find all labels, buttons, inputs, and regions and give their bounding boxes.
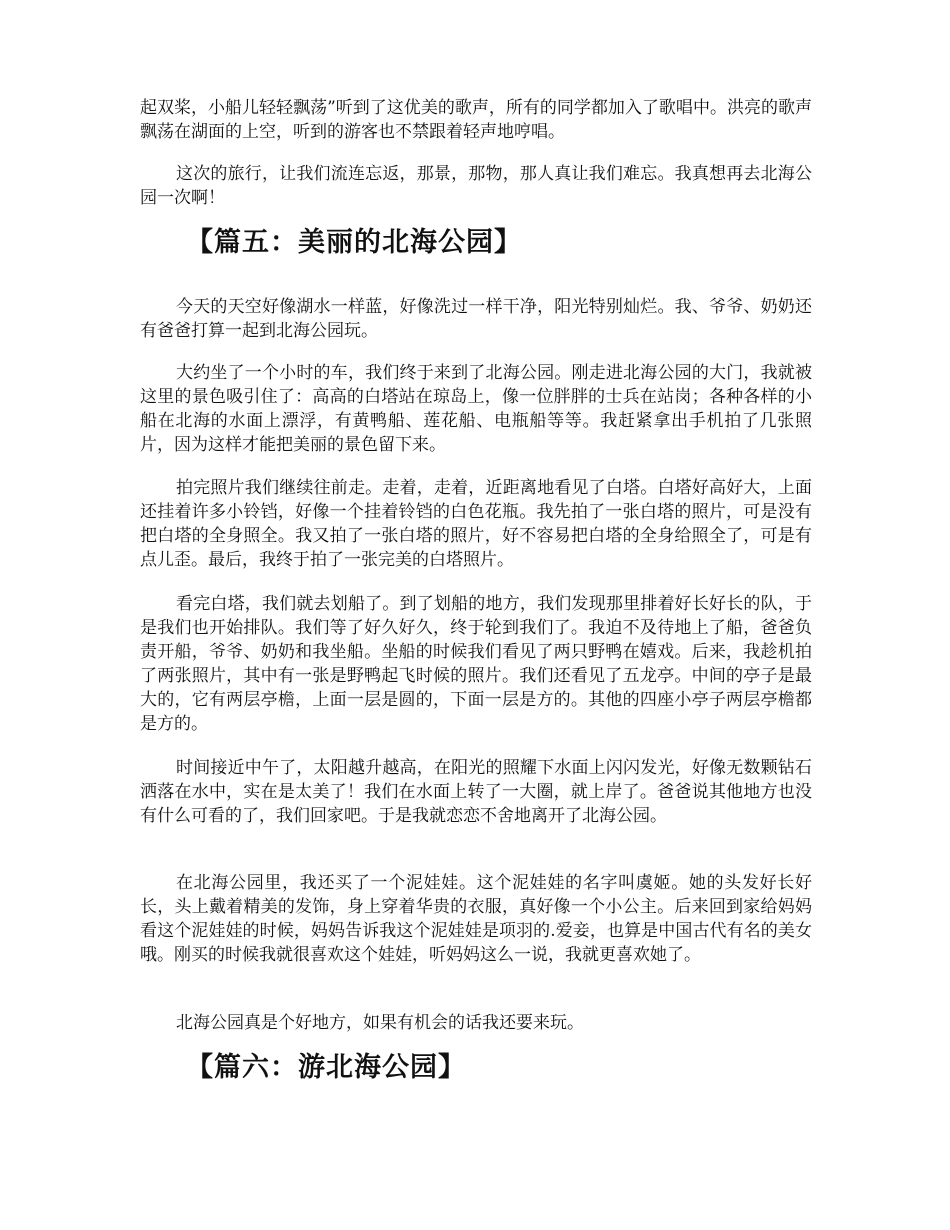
section5-paragraph-5: 时间接近中午了，太阳越升越高，在阳光的照耀下水面上闪闪发光，好像无数颗钻石洒落在水中，实在是太美了！我们在水面上转了一大圈，就上岸了。爸爸说其他地方也没有什么可看的了，我们回家吧。于是我就恋恋不舍地离开了北海公园。 (140, 758, 812, 826)
paragraph-ending: 这次的旅行，让我们流连忘返，那景，那物，那人真让我们难忘。我真想再去北海公园一次啊！ (140, 164, 812, 208)
section5-paragraph-3: 拍完照片我们继续往前走。走着，走着，近距离地看见了白塔。白塔好高好大，上面还挂着许多小铃铛，好像一个挂着铃铛的白色花瓶。我先拍了一张白塔的照片，可是没有把白塔的全身照全。我又拍了一张白塔的照片，好不容易把白塔的全身给照全了，可是有点儿歪。最后，我终于拍了一张完美的白塔照片。 (140, 478, 812, 570)
section-heading-5: 【篇五：美丽的北海公园】 (186, 227, 522, 258)
section5-paragraph-7: 北海公园真是个好地方，如果有机会的话我还要来玩。 (176, 1013, 584, 1033)
section-heading-6: 【篇六：游北海公园】 (186, 1052, 466, 1083)
section5-paragraph-6: 在北海公园里，我还买了一个泥娃娃。这个泥娃娃的名字叫虞姬。她的头发好长好长，头上戴着精美的发饰，身上穿着华贵的衣服，真好像一个小公主。后来回到家给妈妈看这个泥娃娃的时候，妈妈告诉我这个泥娃娃是项羽的.爱妾，也算是中国古代有名的美女哦。刚买的时候我就很喜欢这个娃娃，听妈妈这么一说，我就更喜欢她了。 (140, 873, 812, 965)
section5-paragraph-1: 今天的天空好像湖水一样蓝，好像洗过一样干净，阳光特别灿烂。我、爷爷、奶奶还有爸爸打算一起到北海公园玩。 (140, 297, 812, 341)
section5-paragraph-4: 看完白塔，我们就去划船了。到了划船的地方，我们发现那里排着好长好长的队，于是我们也开始排队。我们等了好久好久，终于轮到我们了。我迫不及待地上了船，爸爸负责开船，爷爷、奶奶和我坐船。坐船的时候我们看见了两只野鸭在嬉戏。后来，我趁机拍了两张照片，其中有一张是野鸭起飞时候的照片。我们还看见了五龙亭。中间的亭子是最大的，它有两层亭檐，上面一层是圆的，下面一层是方的。其他的四座小亭子两层亭檐都是方的。 (140, 594, 812, 734)
section5-paragraph-2: 大约坐了一个小时的车，我们终于来到了北海公园。刚走进北海公园的大门，我就被这里的景色吸引住了：高高的白塔站在琼岛上，像一位胖胖的士兵在站岗；各种各样的小船在北海的水面上漂浮，有黄鸭船、莲花船、电瓶船等等。我赶紧拿出手机拍了几张照片，因为这样才能把美丽的景色留下来。 (140, 363, 812, 455)
paragraph-continued: 起双桨，小船儿轻轻飘荡”听到了这优美的歌声，所有的同学都加入了歌唱中。洪亮的歌声飘荡在湖面的上空，听到的游客也不禁跟着轻声地哼唱。 (140, 98, 812, 142)
